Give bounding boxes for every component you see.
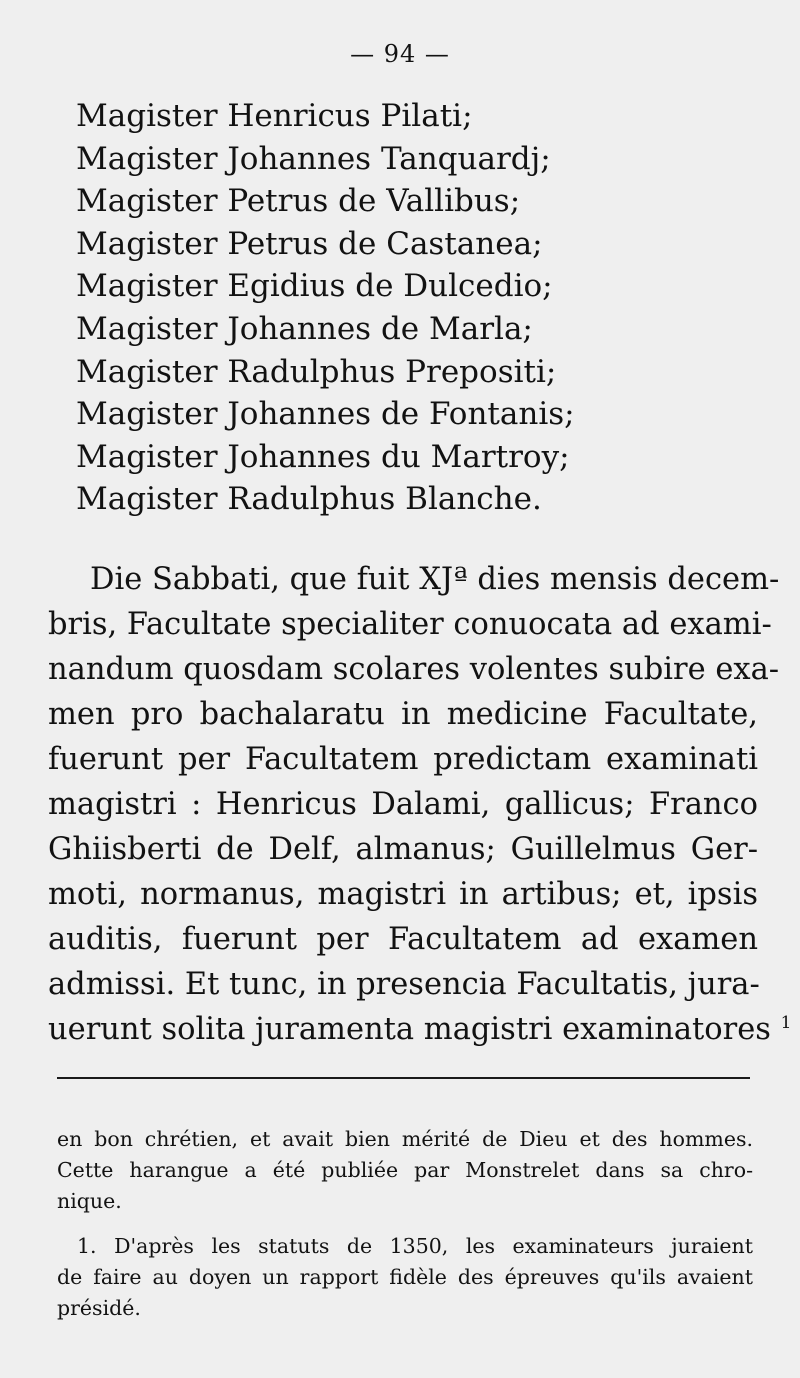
- list-item: Magister Petrus de Vallibus;: [76, 183, 521, 220]
- note-continued-line: Cette harangue a été publiée par Monstrelet dans sa chro-: [57, 1158, 753, 1182]
- list-item: Magister Egidius de Dulcedio;: [76, 268, 553, 305]
- paragraph-line: admissi. Et tunc, in presencia Facultatis, jura-: [48, 967, 760, 1002]
- page-number: — 94 —: [350, 40, 450, 68]
- paragraph-line: Ghiisberti de Delf, almanus; Guillelmus Ger-: [48, 832, 758, 867]
- list-item: Magister Johannes de Fontanis;: [76, 396, 575, 433]
- paragraph-line: Die Sabbati, que fuit XJª dies mensis decem-: [90, 562, 780, 597]
- paragraph-line: moti, normanus, magistri in artibus; et, ipsis: [48, 877, 758, 912]
- paragraph-line: men pro bachalaratu in medicine Facultate,: [48, 697, 758, 732]
- paragraph-line: auditis, fuerunt per Facultatem ad examen: [48, 922, 758, 957]
- footnote-1-line: 1. D'après les statuts de 1350, les examinateurs juraient: [77, 1234, 753, 1258]
- list-item: Magister Johannes Tanquardj;: [76, 140, 551, 177]
- list-item: Magister Radulphus Prepositi;: [76, 353, 557, 390]
- footnotes: [57, 1124, 753, 1324]
- footnote-1-line: de faire au doyen un rapport fidèle des épreuves qu'ils avaient: [57, 1265, 753, 1289]
- list-item: Magister Radulphus Blanche.: [76, 481, 542, 518]
- paragraph-line: magistri : Henricus Dalami, gallicus; Franco: [48, 787, 758, 822]
- footnote-divider: [57, 1077, 750, 1079]
- paragraph-line: bris, Facultate specialiter conuocata ad exami-: [48, 607, 772, 642]
- note-continued-line: en bon chrétien, et avait bien mérité de Dieu et des hommes.: [57, 1127, 753, 1151]
- note-continued-line: nique.: [57, 1189, 122, 1213]
- footnote-reference: 1: [780, 1012, 792, 1033]
- paragraph-line-last: [48, 1007, 792, 1052]
- list-item: Magister Petrus de Castanea;: [76, 225, 543, 262]
- paragraph-line: fuerunt per Facultatem predictam examinati: [48, 742, 758, 777]
- note-gap: [57, 1217, 753, 1231]
- list-item: Magister Henricus Pilati;: [76, 98, 473, 134]
- paragraph-line-text: uerunt solita juramenta magistri examinatores: [48, 1012, 771, 1047]
- list-item: Magister Johannes de Marla;: [76, 310, 533, 347]
- body-paragraph: [48, 557, 792, 1052]
- paragraph-line: nandum quosdam scolares volentes subire exa-: [48, 652, 780, 687]
- footnote-1-line: présidé.: [57, 1296, 141, 1320]
- list-item: Magister Johannes du Martroy;: [76, 438, 570, 475]
- magister-list: [76, 95, 756, 521]
